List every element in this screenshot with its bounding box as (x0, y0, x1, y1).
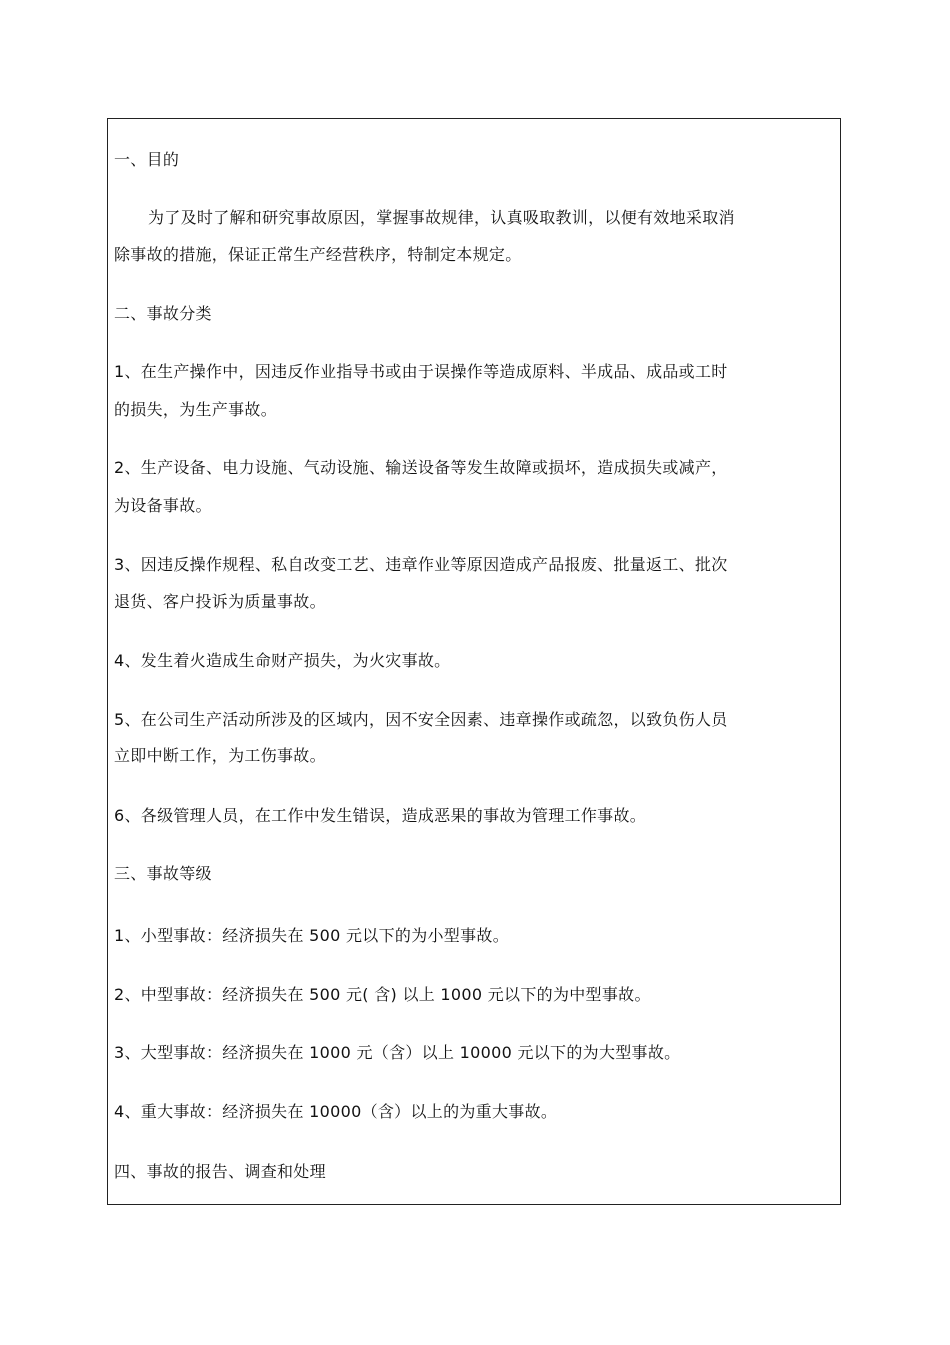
heading-classification: 二、事故分类 (114, 304, 212, 323)
class-item-1-line-1: 1、在生产操作中，因违反作业指导书或由于误操作等造成原料、半成品、成品或工时 (114, 362, 728, 381)
class-item-2-line-1: 2、生产设备、电力设施、气动设施、输送设备等发生故障或损坏，造成损失或减产， (114, 458, 728, 477)
class-item-1-line-2: 的损失，为生产事故。 (114, 400, 278, 419)
class-item-3-line-1: 3、因违反操作规程、私自改变工艺、违章作业等原因造成产品报废、批量返工、批次 (114, 555, 728, 574)
level-item-2: 2、中型事故：经济损失在 500 元( 含) 以上 1000 元以下的为中型事故。 (114, 985, 651, 1004)
level-item-1: 1、小型事故：经济损失在 500 元以下的为小型事故。 (114, 926, 509, 945)
level-item-3: 3、大型事故：经济损失在 1000 元（含）以上 10000 元以下的为大型事故。 (114, 1043, 681, 1062)
heading-reporting: 四、事故的报告、调查和处理 (114, 1162, 326, 1181)
class-item-6: 6、各级管理人员，在工作中发生错误，造成恶果的事故为管理工作事故。 (114, 806, 647, 825)
paragraph-purpose-line-1: 为了及时了解和研究事故原因，掌握事故规律，认真吸取教训，以便有效地采取消 (148, 208, 735, 227)
class-item-4: 4、发生着火造成生命财产损失，为火灾事故。 (114, 651, 451, 670)
class-item-5-line-1: 5、在公司生产活动所涉及的区域内，因不安全因素、违章操作或疏忽，以致负伤人员 (114, 710, 728, 729)
paragraph-purpose-line-2: 除事故的措施，保证正常生产经营秩序，特制定本规定。 (114, 245, 522, 264)
level-item-4: 4、重大事故：经济损失在 10000（含）以上的为重大事故。 (114, 1102, 558, 1121)
class-item-5-line-2: 立即中断工作，为工伤事故。 (114, 746, 326, 765)
heading-levels: 三、事故等级 (114, 864, 212, 883)
class-item-2-line-2: 为设备事故。 (114, 496, 212, 515)
class-item-3-line-2: 退货、客户投诉为质量事故。 (114, 592, 326, 611)
heading-purpose: 一、目的 (114, 150, 180, 169)
